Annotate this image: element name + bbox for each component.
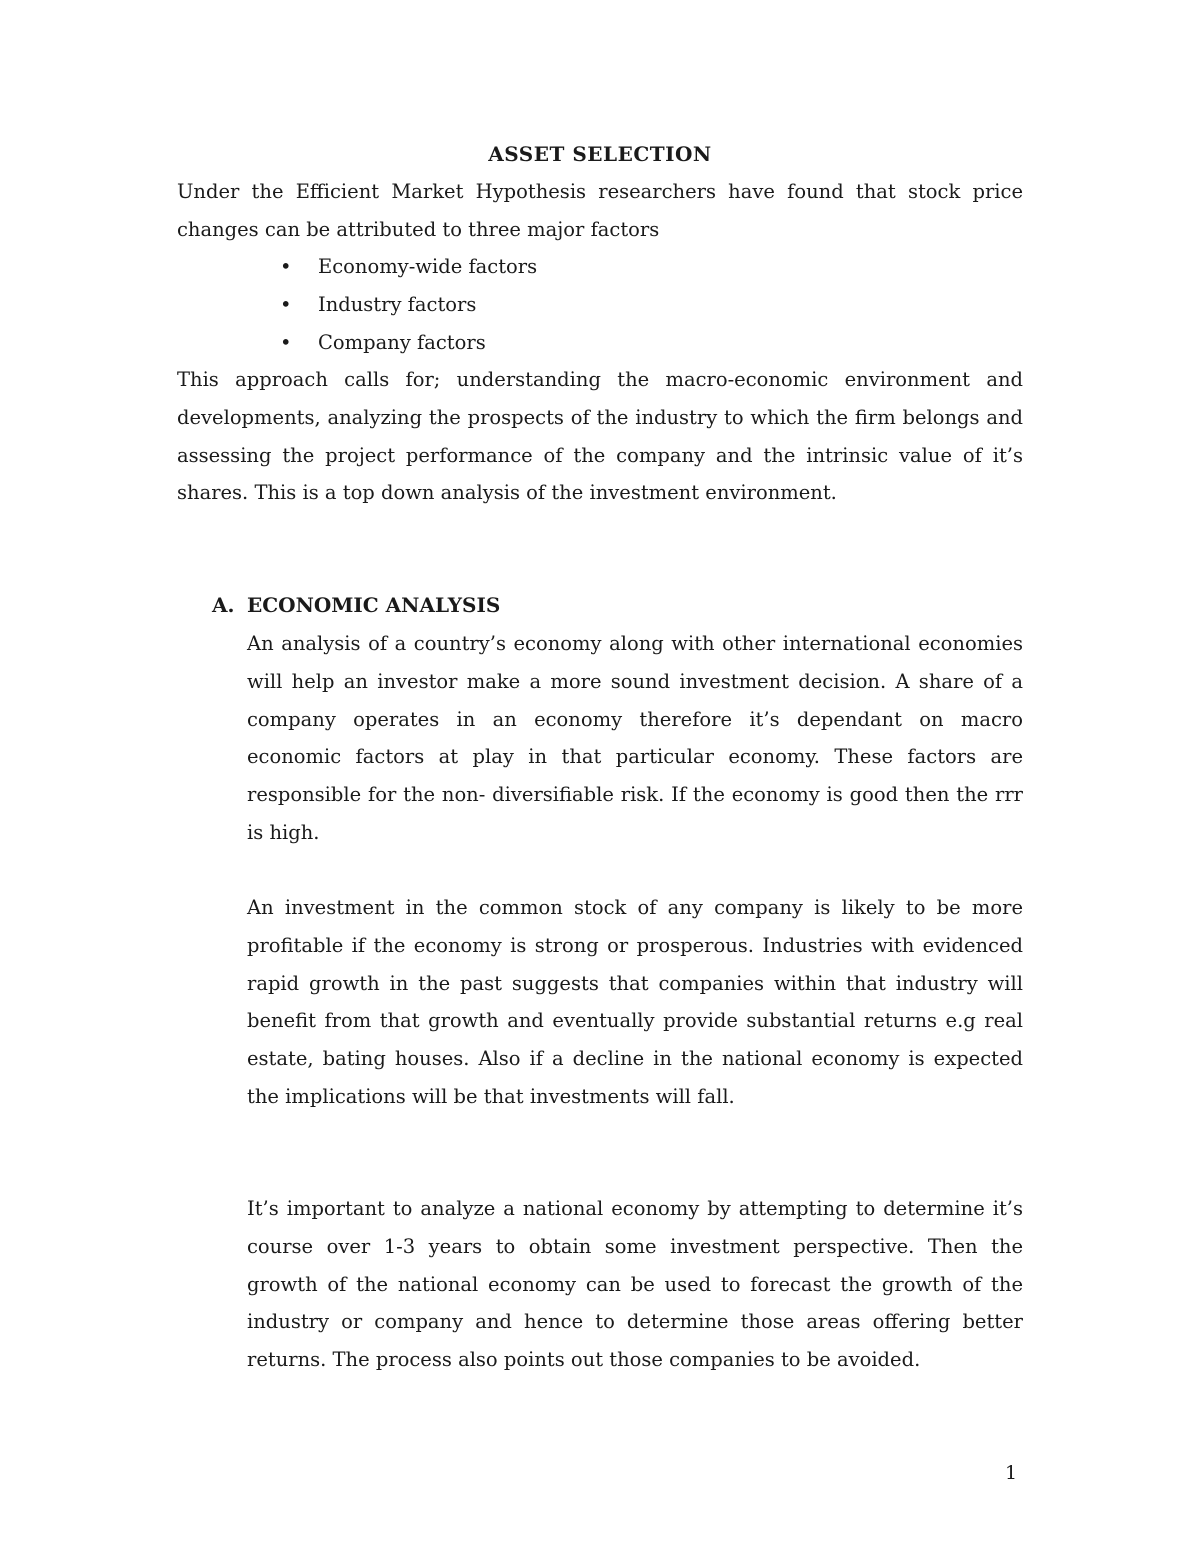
section-paragraph: An investment in the common stock of any company is likely to be more profitable if the economy is strong or prosperous. Industries with evidenced rapid growth in the past suggests that companies within that industry will benefit from that growth and eventually provide substantial returns e.g real estate, bating houses. Also if a decline in the national economy is expected the implications will be that investments will fall. — [247, 896, 1023, 1108]
bullet-icon: • — [280, 330, 292, 354]
list-item — [280, 248, 537, 286]
section-heading — [212, 590, 500, 620]
section-letter: A. — [212, 593, 235, 617]
bullet-icon: • — [280, 255, 292, 278]
list-item-text: Industry factors — [318, 292, 477, 316]
intro-paragraph: Under the Efficient Market Hypothesis researchers have found that stock price changes can be attributed to three major factors — [177, 180, 1023, 241]
section-title: ECONOMIC ANALYSIS — [247, 593, 501, 617]
approach-paragraph: This approach calls for; understanding the macro-economic environment and developments, analyzing the prospects of the industry to which the firm belongs and assessing the project performance of the company and the intrinsic value of it’s shares. This is a top down analysis of the investment environment. — [177, 368, 1023, 505]
list-item-text: Company factors — [318, 330, 486, 354]
section-paragraph: An analysis of a country’s economy along with other international economies will help an investor make a more sound investment decision. A share of a company operates in an economy therefore it’s dependant on macro economic factors at play in that particular economy. These factors are responsible for the non- diversifiable risk. If the economy is good then the rrr is high. — [247, 632, 1023, 844]
list-item — [280, 286, 537, 324]
page-number: 1 — [1005, 1462, 1018, 1484]
section-paragraph: It’s important to analyze a national economy by attempting to determine it’s course over 1-3 years to obtain some investment perspective. Then the growth of the national economy can be used to forecast the growth of the industry or company and hence to determine those areas offering better returns. The process also points out those companies to be avoided. — [247, 1197, 1023, 1372]
factors-list — [280, 248, 537, 361]
list-item — [280, 324, 537, 362]
bullet-icon: • — [280, 292, 292, 316]
list-item-text: Economy-wide factors — [318, 255, 538, 278]
document-title: ASSET SELECTION — [488, 142, 712, 166]
